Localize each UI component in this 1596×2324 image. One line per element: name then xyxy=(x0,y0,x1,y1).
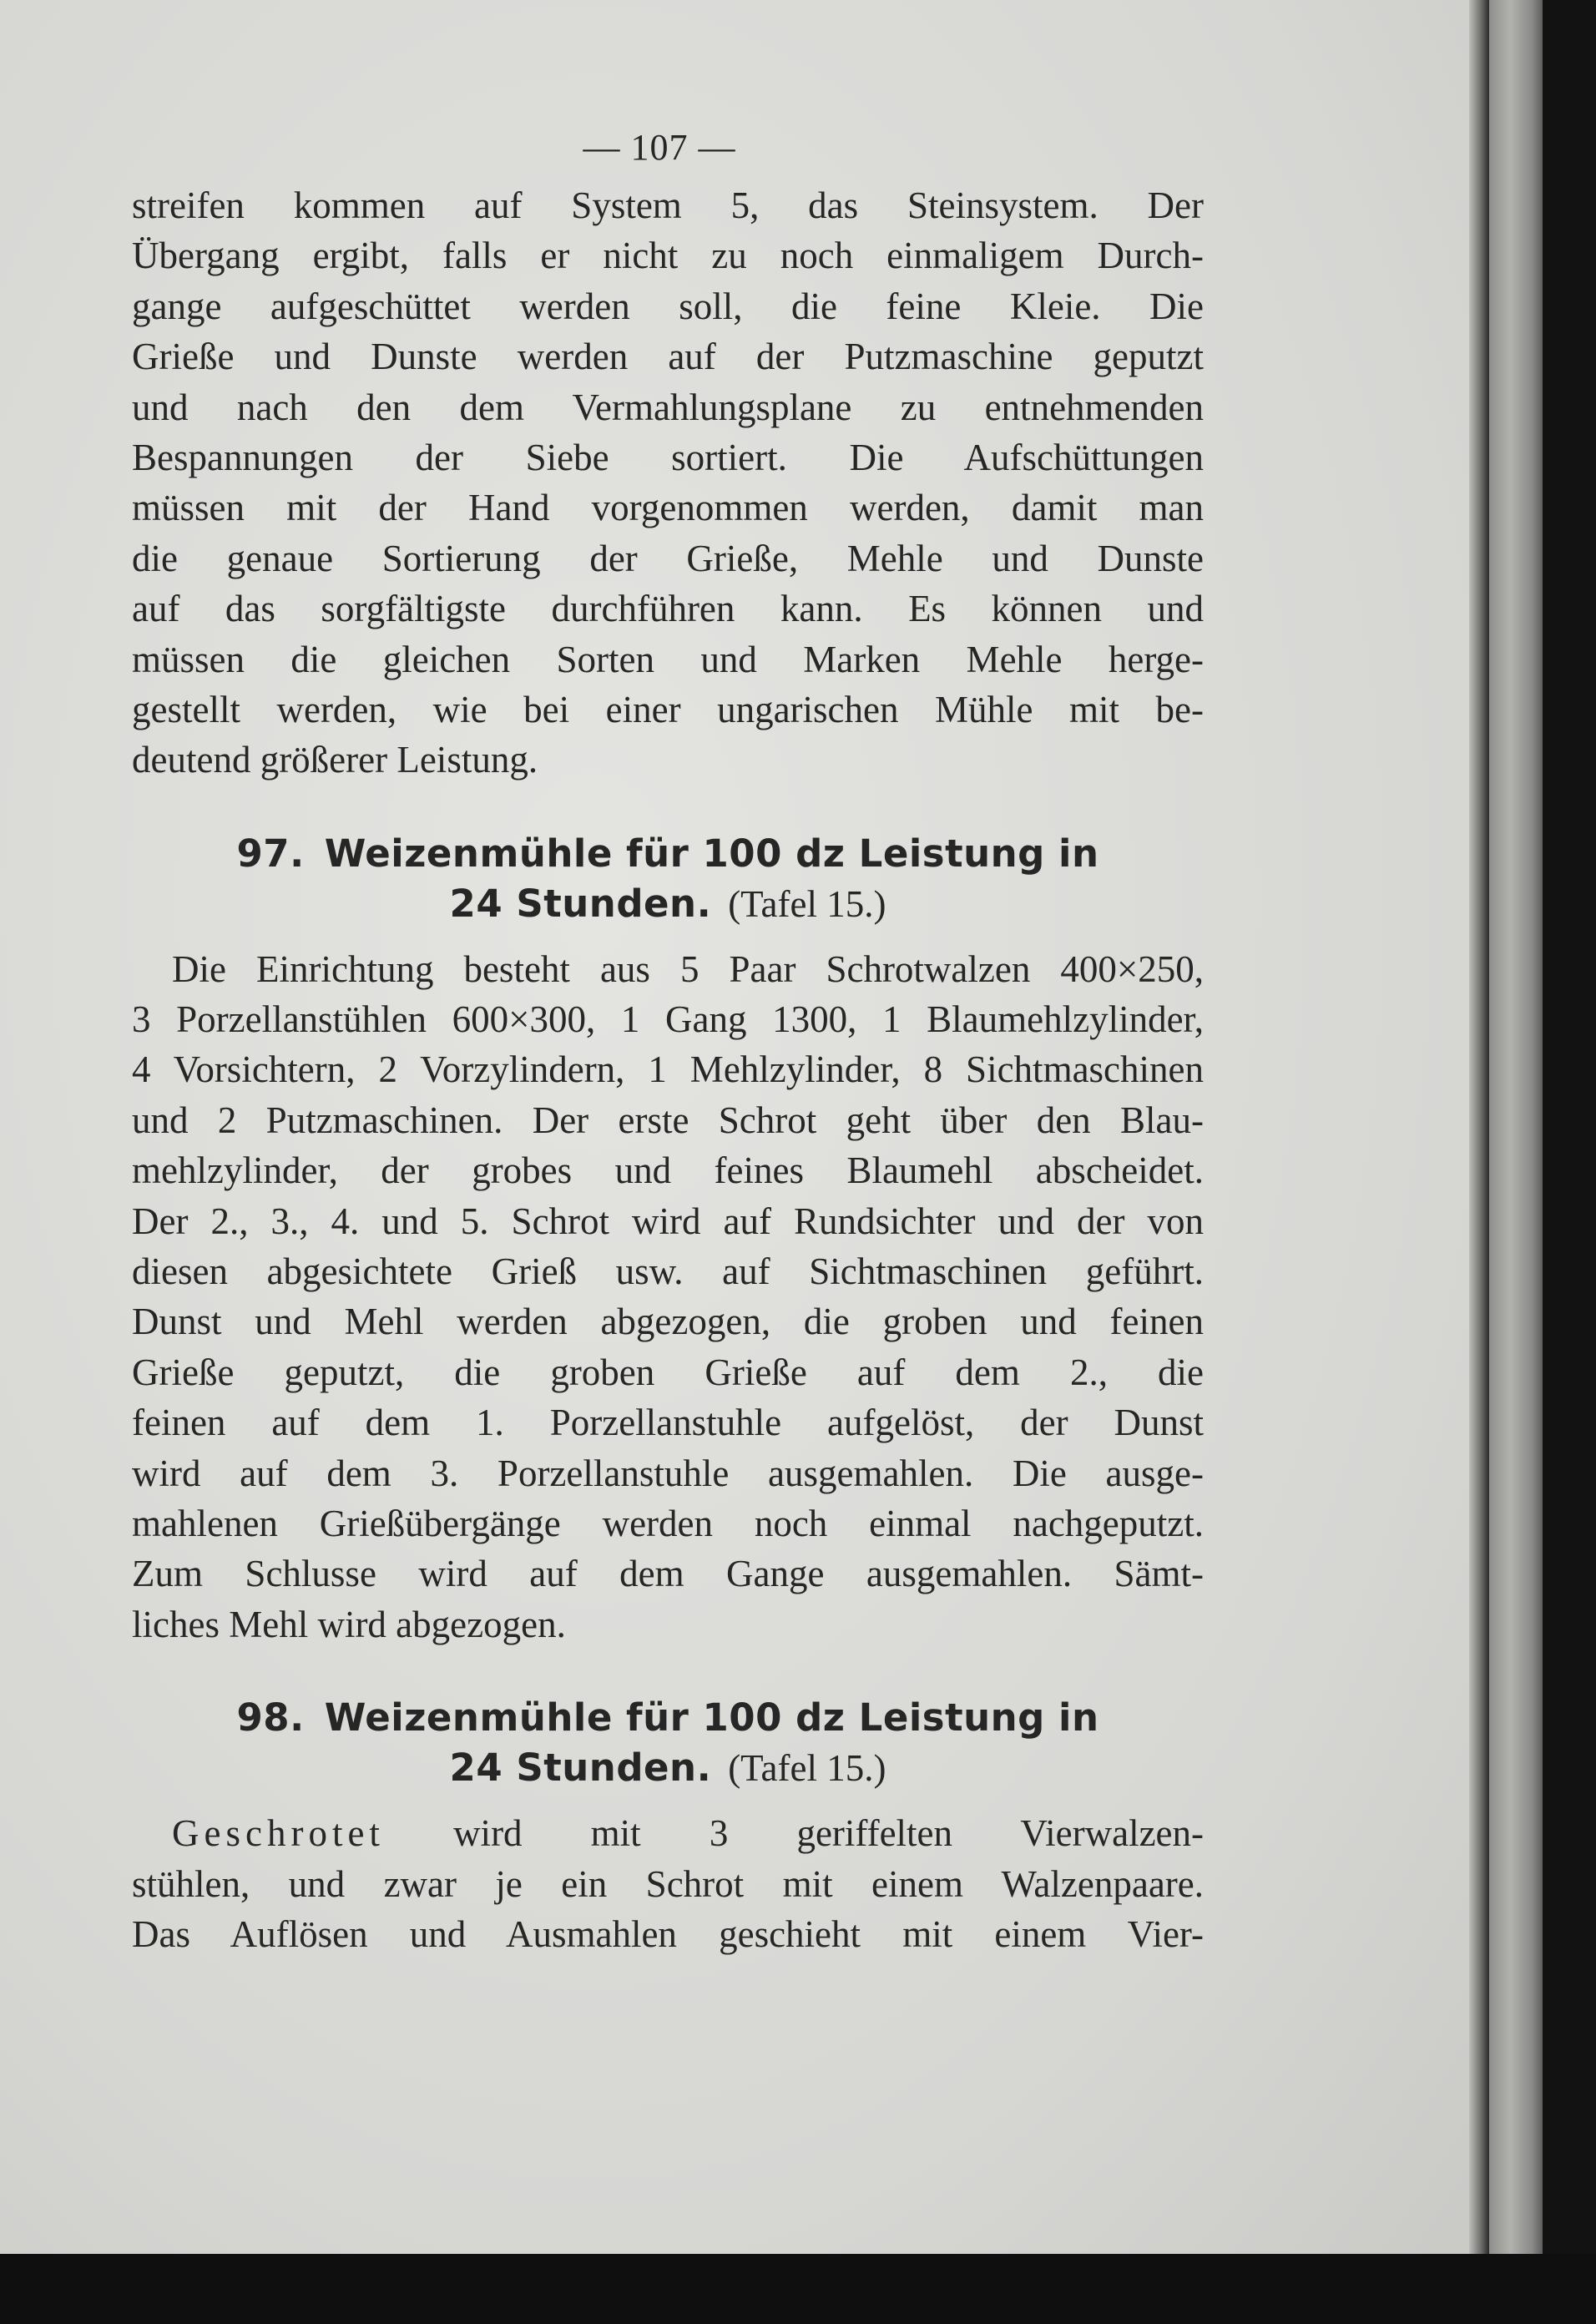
text-line: stühlen, und zwar je ein Schrot mit einem Walzenpaare. xyxy=(132,1862,1204,1905)
book-edge-strip xyxy=(1489,0,1543,2254)
paragraph-continuation xyxy=(132,180,1204,786)
text-line: Dunst und Mehl werden abgezogen, die groben und feinen xyxy=(132,1301,1204,1343)
text-line: 4 Vorsichtern, 2 Vorzylindern, 1 Mehlzylinder, 8 Sichtmaschinen xyxy=(132,1048,1204,1091)
section-heading-97 xyxy=(132,829,1204,929)
text-line-rest: wird mit 3 geriffelten Vierwalzen- xyxy=(453,1812,1204,1855)
text-line: feinen auf dem 1. Porzellanstuhle aufgelöst, der Dunst xyxy=(132,1402,1204,1444)
scan-bottom-border xyxy=(0,2254,1596,2324)
text-line: gange aufgeschüttet werden soll, die feine Kleie. Die xyxy=(132,285,1204,327)
text-line: gestellt werden, wie bei einer ungarischen Mühle mit be- xyxy=(132,688,1204,730)
text-line: mahlenen Grießübergänge werden noch einmal nachgeputzt. xyxy=(132,1502,1204,1544)
page-edge-shadow xyxy=(1469,0,1489,2254)
text-line: diesen abgesichtete Grieß usw. auf Sichtmaschinen geführt. xyxy=(132,1250,1204,1293)
text-line: Grieße geputzt, die groben Grieße auf dem 2., die xyxy=(132,1351,1204,1393)
text-line: Grieße und Dunste werden auf der Putzmaschine geputzt xyxy=(132,336,1204,378)
text-line: wird auf dem 3. Porzellanstuhle ausgemahlen. Die ausge- xyxy=(132,1452,1204,1494)
plate-reference: (Tafel 15.) xyxy=(728,882,886,925)
section-98-paragraph xyxy=(132,1808,1204,1959)
text-line: und 2 Putzmaschinen. Der erste Schrot geht über den Blau- xyxy=(132,1099,1204,1141)
text-line: deutend größerer Leistung. xyxy=(132,739,538,781)
text-line: Die Einrichtung besteht aus 5 Paar Schrotwalzen 400×250, xyxy=(172,947,1204,990)
section-title: Weizenmühle für 100 dz Leistung in xyxy=(324,1695,1099,1740)
text-line: Bespannungen der Siebe sortiert. Die Aufschüttungen xyxy=(132,436,1204,478)
text-line: Der 2., 3., 4. und 5. Schrot wird auf Rundsichter und der von xyxy=(132,1200,1204,1242)
emphasized-word: Geschrotet xyxy=(172,1812,385,1855)
text-line xyxy=(132,1808,1204,1858)
section-97-paragraph xyxy=(132,944,1204,1650)
plate-reference: (Tafel 15.) xyxy=(728,1747,886,1790)
section-number: 97. xyxy=(236,831,305,876)
text-line: liches Mehl wird abgezogen. xyxy=(132,1603,566,1645)
text-line: 3 Porzellanstühlen 600×300, 1 Gang 1300, 1 Blaumehlzylinder, xyxy=(132,998,1204,1041)
section-heading-98 xyxy=(132,1693,1204,1793)
text-line: und nach den dem Vermahlungsplane zu entnehmenden xyxy=(132,386,1204,428)
text-line: Das Auflösen und Ausmahlen geschieht mit einem Vier- xyxy=(132,1912,1204,1955)
section-title-continued: 24 Stunden. xyxy=(449,881,712,926)
section-title: Weizenmühle für 100 dz Leistung in xyxy=(324,831,1099,876)
section-title-continued: 24 Stunden. xyxy=(449,1746,712,1791)
text-line: müssen die gleichen Sorten und Marken Mehle herge- xyxy=(132,638,1204,680)
text-line: auf das sorgfältigste durchführen kann. Es können und xyxy=(132,588,1204,630)
page-text xyxy=(132,115,1204,1959)
page-number: — 107 — xyxy=(583,127,736,168)
text-line: müssen mit der Hand vorgenommen werden, damit man xyxy=(132,487,1204,529)
text-line: Zum Schlusse wird auf dem Gange ausgemahlen. Sämt- xyxy=(132,1553,1204,1595)
text-line: die genaue Sortierung der Grieße, Mehle und Dunste xyxy=(132,537,1204,579)
section-number: 98. xyxy=(236,1695,305,1740)
text-line: streifen kommen auf System 5, das Steinsystem. Der xyxy=(132,184,1204,226)
text-line: mehlzylinder, der grobes und feines Blaumehl abscheidet. xyxy=(132,1149,1204,1192)
text-line: Übergang ergibt, falls er nicht zu noch einmaligem Durch- xyxy=(132,235,1204,277)
